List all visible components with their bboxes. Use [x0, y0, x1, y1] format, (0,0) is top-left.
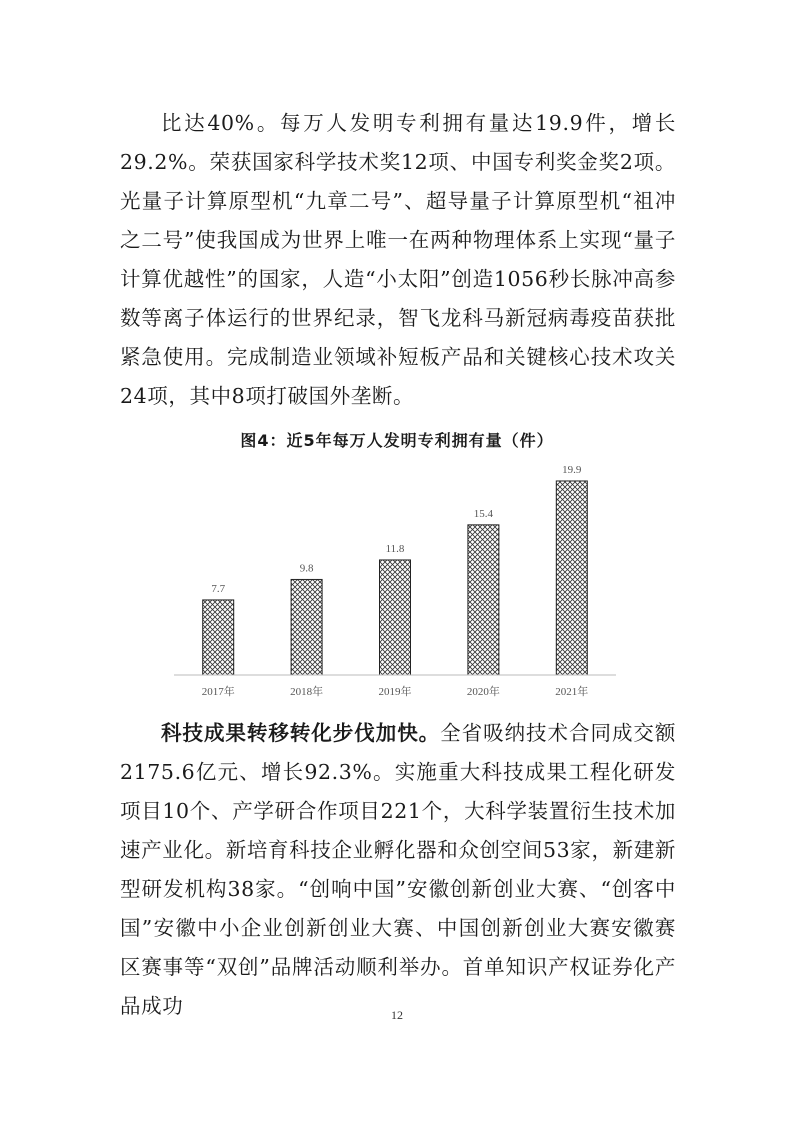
- x-tick-labels-group: [202, 684, 589, 698]
- bar-2017年: [203, 600, 234, 675]
- chart-title: 图4：近5年每万人发明专利拥有量（件）: [240, 431, 554, 450]
- data-label-2018年: 9.8: [299, 562, 314, 575]
- x-tick-label-2020年: 2020年: [466, 686, 500, 698]
- x-tick-label-2018年: 2018年: [290, 686, 324, 698]
- paragraph-body-text: 全省吸纳技术合同成交额2175.6亿元、增长92.3%。实施重大科技成果工程化研发项目10个、产学研合作项目221个，大科学装置衍生技术加速产业化。新培育科技企业孵化器和众创空间53家，新建新型研发机构38家。“创响中国”安徽创新创业大赛、“创客中国”安徽中小企业创新创业大赛、中国创新创业大赛安徽赛区赛事等“双创”品牌活动顺利举办。首单知识产权证券化产品成功: [120, 721, 676, 1018]
- bar-2021年: [556, 481, 587, 675]
- data-label-2019年: 11.8: [385, 542, 405, 555]
- data-label-2021年: 19.9: [562, 463, 582, 476]
- bar-2020年: [468, 525, 499, 675]
- bar-2019年: [380, 560, 411, 675]
- x-tick-label-2019年: 2019年: [378, 686, 412, 698]
- bar-2018年: [291, 579, 322, 675]
- page-number: 12: [391, 1008, 403, 1022]
- bar-chart: [170, 462, 620, 702]
- data-label-2020年: 15.4: [473, 507, 494, 520]
- x-tick-label-2017年: 2017年: [201, 686, 235, 698]
- paragraph-lead-heading: 科技成果转移转化步伐加快。: [161, 721, 441, 745]
- data-label-2017年: 7.7: [211, 582, 226, 595]
- body-paragraph-2: [120, 714, 676, 1026]
- x-tick-label-2021年: 2021年: [555, 686, 589, 698]
- body-paragraph-1: 比达40%。每万人发明专利拥有量达19.9件，增长29.2%。荣获国家科学技术奖12项、中国专利奖金奖2项。光量子计算原型机“九章二号”、超导量子计算原型机“祖冲之二号”使我国成为世界上唯一在两种物理体系上实现“量子计算优越性”的国家，人造“小太阳”创造1056秒长脉冲高参数等离子体运行的世界纪录，智飞龙科马新冠病毒疫苗获批紧急使用。完成制造业领域补短板产品和关键核心技术攻关24项，其中8项打破国外垄断。: [120, 111, 676, 408]
- bars-group: [203, 481, 588, 675]
